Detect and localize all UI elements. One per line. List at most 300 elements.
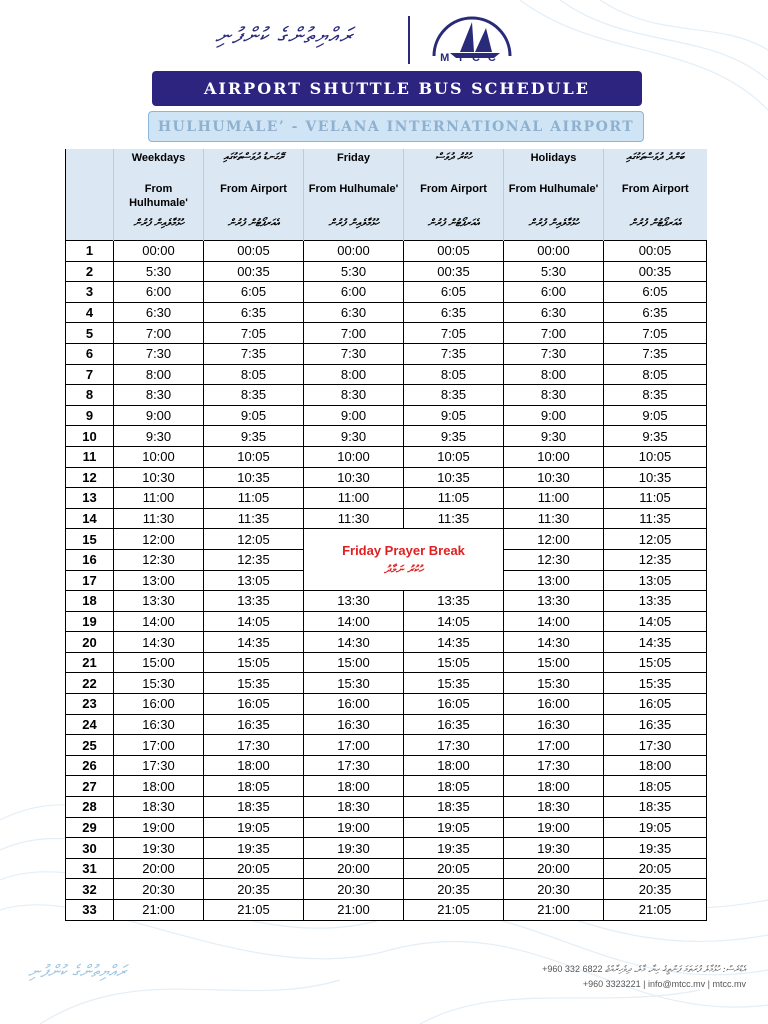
header	[0, 0, 768, 70]
time-cell: 8:05	[204, 364, 304, 385]
time-cell: 7:05	[604, 323, 707, 344]
time-cell: 12:30	[504, 549, 604, 570]
time-cell: 21:05	[204, 900, 304, 921]
time-cell: 7:05	[404, 323, 504, 344]
time-cell: 18:00	[304, 776, 404, 797]
time-cell: 8:00	[114, 364, 204, 385]
table-row	[66, 776, 707, 797]
time-cell: 14:35	[404, 632, 504, 653]
time-cell: 14:05	[204, 611, 304, 632]
time-cell: 16:00	[114, 694, 204, 715]
time-cell: 7:35	[404, 343, 504, 364]
row-number-cell: 12	[66, 467, 114, 488]
time-cell: 14:05	[404, 611, 504, 632]
time-cell: 11:35	[604, 508, 707, 529]
table-row	[66, 302, 707, 323]
footer-address-row	[376, 962, 746, 977]
table-row	[66, 488, 707, 509]
time-cell: 14:35	[604, 632, 707, 653]
time-cell: 16:05	[204, 694, 304, 715]
time-cell: 21:00	[304, 900, 404, 921]
time-cell: 12:05	[204, 529, 304, 550]
time-cell: 13:30	[304, 591, 404, 612]
time-cell: 10:30	[304, 467, 404, 488]
table-row	[66, 508, 707, 529]
time-cell: 18:05	[204, 776, 304, 797]
row-number-cell: 27	[66, 776, 114, 797]
column-header-direction: From Hulhumale'	[508, 183, 599, 195]
time-cell: 18:05	[404, 776, 504, 797]
time-cell: 9:35	[204, 426, 304, 447]
table-row	[66, 261, 707, 282]
time-cell: 18:05	[604, 776, 707, 797]
time-cell: 11:00	[114, 488, 204, 509]
time-cell: 11:30	[114, 508, 204, 529]
time-cell: 13:35	[404, 591, 504, 612]
time-cell: 9:35	[604, 426, 707, 447]
column-header-direction: From Hulhumale'	[129, 183, 188, 209]
time-cell: 6:00	[304, 282, 404, 303]
time-cell: 15:35	[604, 673, 707, 694]
time-cell: 14:30	[304, 632, 404, 653]
time-cell: 9:30	[304, 426, 404, 447]
table-row	[66, 241, 707, 262]
time-cell: 00:00	[304, 241, 404, 262]
time-cell: 7:00	[304, 323, 404, 344]
time-cell: 21:05	[604, 900, 707, 921]
time-cell: 9:35	[404, 426, 504, 447]
time-cell: 16:05	[604, 694, 707, 715]
time-cell: 6:35	[204, 302, 304, 323]
column-header-dhivehi: އެއަރޕޯޓުން ފުރުން	[427, 218, 480, 229]
table-row	[66, 858, 707, 879]
table-row	[66, 755, 707, 776]
time-cell: 10:00	[114, 446, 204, 467]
time-cell: 17:00	[114, 735, 204, 756]
time-cell: 9:05	[404, 405, 504, 426]
friday-prayer-break-label: Friday Prayer Break	[342, 542, 465, 558]
table-row	[66, 323, 707, 344]
time-cell: 9:00	[304, 405, 404, 426]
row-number-cell: 24	[66, 714, 114, 735]
time-cell: 11:30	[304, 508, 404, 529]
footer-contact	[376, 962, 746, 991]
time-cell: 12:30	[114, 549, 204, 570]
time-cell: 19:05	[404, 817, 504, 838]
schedule-table	[65, 149, 707, 921]
time-cell: 8:30	[304, 385, 404, 406]
time-cell: 14:00	[504, 611, 604, 632]
table-row	[66, 900, 707, 921]
time-cell: 11:35	[404, 508, 504, 529]
time-cell: 18:30	[114, 797, 204, 818]
table-header-row	[66, 149, 707, 241]
table-row	[66, 694, 707, 715]
time-cell: 20:30	[114, 879, 204, 900]
time-cell: 12:05	[604, 529, 707, 550]
time-cell: 00:05	[404, 241, 504, 262]
table-row	[66, 797, 707, 818]
time-cell: 19:35	[204, 838, 304, 859]
time-cell: 19:30	[304, 838, 404, 859]
time-cell: 20:35	[404, 879, 504, 900]
row-number-cell: 1	[66, 241, 114, 262]
row-number-cell: 21	[66, 652, 114, 673]
column-header-direction: From Airport	[220, 183, 287, 195]
time-cell: 17:30	[114, 755, 204, 776]
time-cell: 8:30	[114, 385, 204, 406]
time-cell: 14:30	[114, 632, 204, 653]
time-cell: 20:30	[304, 879, 404, 900]
time-cell: 18:35	[204, 797, 304, 818]
time-cell: 11:05	[404, 488, 504, 509]
time-cell: 7:00	[114, 323, 204, 344]
time-cell: 10:00	[304, 446, 404, 467]
row-number-cell: 9	[66, 405, 114, 426]
time-cell: 00:05	[604, 241, 707, 262]
time-cell: 21:00	[114, 900, 204, 921]
time-cell: 10:35	[604, 467, 707, 488]
row-number-cell: 18	[66, 591, 114, 612]
time-cell: 12:00	[114, 529, 204, 550]
time-cell: 15:35	[204, 673, 304, 694]
time-cell: 12:00	[504, 529, 604, 550]
time-cell: 14:30	[504, 632, 604, 653]
time-cell: 20:00	[304, 858, 404, 879]
table-row	[66, 405, 707, 426]
table-row	[66, 714, 707, 735]
footer-contact-row: +960 3323221 | info@mtcc.mv | mtcc.mv	[582, 979, 746, 989]
route-subtitle: HULHUMALE’ - VELANA INTERNATIONAL AIRPORT	[148, 111, 644, 142]
time-cell: 18:00	[404, 755, 504, 776]
time-cell: 18:00	[204, 755, 304, 776]
time-cell: 10:00	[504, 446, 604, 467]
time-cell: 15:35	[404, 673, 504, 694]
time-cell: 9:05	[604, 405, 707, 426]
time-cell: 14:35	[204, 632, 304, 653]
table-row	[66, 467, 707, 488]
time-cell: 18:00	[504, 776, 604, 797]
table-row	[66, 652, 707, 673]
time-cell: 6:35	[604, 302, 707, 323]
table-row	[66, 591, 707, 612]
time-cell: 00:05	[204, 241, 304, 262]
time-cell: 15:30	[304, 673, 404, 694]
row-number-cell: 23	[66, 694, 114, 715]
row-number-cell: 16	[66, 549, 114, 570]
column-header	[604, 149, 707, 241]
column-header-top: ރޭގަނޑު ދުވަސްތަކުގައި	[223, 152, 284, 163]
row-number-cell: 13	[66, 488, 114, 509]
time-cell: 14:00	[304, 611, 404, 632]
time-cell: 18:35	[604, 797, 707, 818]
time-cell: 19:30	[504, 838, 604, 859]
time-cell: 7:35	[204, 343, 304, 364]
time-cell: 6:00	[504, 282, 604, 303]
row-number-cell: 11	[66, 446, 114, 467]
time-cell: 00:00	[114, 241, 204, 262]
column-header-top: ބަންދު ދުވަސްތަކުގައި	[626, 152, 685, 163]
row-number-cell: 4	[66, 302, 114, 323]
time-cell: 20:05	[404, 858, 504, 879]
time-cell: 6:05	[404, 282, 504, 303]
time-cell: 6:30	[504, 302, 604, 323]
row-number-cell: 2	[66, 261, 114, 282]
time-cell: 15:05	[204, 652, 304, 673]
time-cell: 00:35	[404, 261, 504, 282]
row-number-cell: 7	[66, 364, 114, 385]
time-cell: 18:35	[404, 797, 504, 818]
time-cell: 5:30	[304, 261, 404, 282]
time-cell: 17:30	[504, 755, 604, 776]
time-cell: 9:30	[114, 426, 204, 447]
row-number-cell: 8	[66, 385, 114, 406]
time-cell: 11:30	[504, 508, 604, 529]
time-cell: 10:05	[404, 446, 504, 467]
table-row	[66, 735, 707, 756]
time-cell: 11:35	[204, 508, 304, 529]
row-number-cell: 6	[66, 343, 114, 364]
time-cell: 9:00	[504, 405, 604, 426]
time-cell: 19:05	[604, 817, 707, 838]
time-cell: 16:00	[504, 694, 604, 715]
table-row	[66, 364, 707, 385]
friday-prayer-break-dhivehi: ހުކުރު ނަމާދު	[384, 562, 423, 576]
table-row	[66, 838, 707, 859]
time-cell: 20:00	[504, 858, 604, 879]
time-cell: 15:05	[604, 652, 707, 673]
time-cell: 16:35	[204, 714, 304, 735]
row-number-cell: 10	[66, 426, 114, 447]
time-cell: 8:00	[504, 364, 604, 385]
time-cell: 17:30	[304, 755, 404, 776]
time-cell: 15:05	[404, 652, 504, 673]
time-cell: 11:00	[304, 488, 404, 509]
time-cell: 6:00	[114, 282, 204, 303]
row-number-cell: 17	[66, 570, 114, 591]
time-cell: 15:00	[504, 652, 604, 673]
time-cell: 8:35	[204, 385, 304, 406]
time-cell: 17:30	[404, 735, 504, 756]
column-header-top: Weekdays	[131, 152, 186, 164]
time-cell: 5:30	[504, 261, 604, 282]
header-index-cell	[66, 149, 114, 241]
time-cell: 12:35	[604, 549, 707, 570]
time-cell: 7:30	[304, 343, 404, 364]
time-cell: 18:30	[304, 797, 404, 818]
table-row	[66, 817, 707, 838]
row-number-cell: 20	[66, 632, 114, 653]
time-cell: 19:00	[304, 817, 404, 838]
time-cell: 21:00	[504, 900, 604, 921]
row-number-cell: 30	[66, 838, 114, 859]
time-cell: 6:30	[304, 302, 404, 323]
time-cell: 13:05	[204, 570, 304, 591]
time-cell: 6:05	[604, 282, 707, 303]
column-header-dhivehi: ހުޅުމާލެއިން ފުރުން	[528, 218, 579, 229]
time-cell: 18:00	[114, 776, 204, 797]
time-cell: 16:30	[304, 714, 404, 735]
time-cell: 10:05	[204, 446, 304, 467]
time-cell: 6:35	[404, 302, 504, 323]
table-row	[66, 385, 707, 406]
time-cell: 11:00	[504, 488, 604, 509]
column-header	[304, 149, 404, 241]
time-cell: 16:35	[404, 714, 504, 735]
time-cell: 13:00	[504, 570, 604, 591]
time-cell: 7:30	[114, 343, 204, 364]
time-cell: 17:00	[304, 735, 404, 756]
row-number-cell: 28	[66, 797, 114, 818]
row-number-cell: 15	[66, 529, 114, 550]
time-cell: 10:30	[504, 467, 604, 488]
time-cell: 19:00	[504, 817, 604, 838]
column-header-top: ހުކުރު ދުވަސް	[435, 152, 472, 163]
time-cell: 18:00	[604, 755, 707, 776]
time-cell: 10:35	[204, 467, 304, 488]
row-number-cell: 26	[66, 755, 114, 776]
time-cell: 15:00	[114, 652, 204, 673]
time-cell: 16:30	[114, 714, 204, 735]
table-row	[66, 632, 707, 653]
table-row	[66, 446, 707, 467]
column-header-dhivehi: ހުޅުމާލެއިން ފުރުން	[328, 218, 379, 229]
time-cell: 20:00	[114, 858, 204, 879]
time-cell: 16:05	[404, 694, 504, 715]
time-cell: 00:00	[504, 241, 604, 262]
time-cell: 8:35	[604, 385, 707, 406]
time-cell: 15:30	[114, 673, 204, 694]
time-cell: 19:30	[114, 838, 204, 859]
column-header	[204, 149, 304, 241]
row-number-cell: 3	[66, 282, 114, 303]
time-cell: 17:00	[504, 735, 604, 756]
footer-address-dhivehi: އެޑްރެސް: ހުޅުމާލެ ފުރަތަމަ ފަންތީގެ ހިޔާ، މާލެ، ދިވެހިރާއްޖެ	[604, 965, 746, 975]
time-cell: 17:30	[204, 735, 304, 756]
footer-website[interactable]: mtcc.mv	[712, 979, 746, 989]
time-cell: 8:05	[604, 364, 707, 385]
schedule-body	[66, 241, 707, 921]
time-cell: 17:30	[604, 735, 707, 756]
time-cell: 16:00	[304, 694, 404, 715]
time-cell: 15:00	[304, 652, 404, 673]
column-header-direction: From Airport	[621, 183, 689, 195]
time-cell: 10:35	[404, 467, 504, 488]
time-cell: 7:00	[504, 323, 604, 344]
time-cell: 5:30	[114, 261, 204, 282]
time-cell: 16:30	[504, 714, 604, 735]
row-number-cell: 32	[66, 879, 114, 900]
time-cell: 00:35	[604, 261, 707, 282]
time-cell: 20:05	[604, 858, 707, 879]
table-row	[66, 343, 707, 364]
time-cell: 11:05	[604, 488, 707, 509]
time-cell: 13:35	[604, 591, 707, 612]
row-number-cell: 29	[66, 817, 114, 838]
time-cell: 9:30	[504, 426, 604, 447]
page-title: AIRPORT SHUTTLE BUS SCHEDULE	[152, 71, 642, 106]
column-header-direction: From Airport	[420, 183, 487, 195]
column-header-dhivehi: ހުޅުމާލެއިން ފުރުން	[133, 218, 184, 229]
time-cell: 9:05	[204, 405, 304, 426]
time-cell: 9:00	[114, 405, 204, 426]
time-cell: 7:30	[504, 343, 604, 364]
column-header	[504, 149, 604, 241]
row-number-cell: 25	[66, 735, 114, 756]
time-cell: 13:05	[604, 570, 707, 591]
time-cell: 8:30	[504, 385, 604, 406]
time-cell: 7:05	[204, 323, 304, 344]
time-cell: 13:35	[204, 591, 304, 612]
time-cell: 20:35	[604, 879, 707, 900]
time-cell: 13:30	[504, 591, 604, 612]
time-cell: 13:00	[114, 570, 204, 591]
footer-brand-dhivehi: ރައްޔިތުންގެ ކުންފުނި	[28, 962, 127, 982]
time-cell: 13:30	[114, 591, 204, 612]
time-cell: 10:05	[604, 446, 707, 467]
table-row	[66, 282, 707, 303]
time-cell: 00:35	[204, 261, 304, 282]
row-number-cell: 33	[66, 900, 114, 921]
row-number-cell: 31	[66, 858, 114, 879]
table-row	[66, 426, 707, 447]
column-header-dhivehi: އެއަރޕޯޓުން ފުރުން	[629, 218, 682, 229]
column-header	[404, 149, 504, 241]
row-number-cell: 5	[66, 323, 114, 344]
time-cell: 20:35	[204, 879, 304, 900]
row-number-cell: 14	[66, 508, 114, 529]
time-cell: 20:05	[204, 858, 304, 879]
footer-email[interactable]: info@mtcc.mv	[648, 979, 706, 989]
column-header	[114, 149, 204, 241]
time-cell: 8:00	[304, 364, 404, 385]
time-cell: 7:35	[604, 343, 707, 364]
time-cell: 10:30	[114, 467, 204, 488]
time-cell: 19:00	[114, 817, 204, 838]
time-cell: 15:30	[504, 673, 604, 694]
time-cell: 11:05	[204, 488, 304, 509]
time-cell: 6:30	[114, 302, 204, 323]
time-cell: 16:35	[604, 714, 707, 735]
header-divider	[408, 16, 410, 64]
row-number-cell: 19	[66, 611, 114, 632]
logo-text: MTCC	[440, 52, 504, 64]
time-cell: 19:35	[404, 838, 504, 859]
time-cell: 21:05	[404, 900, 504, 921]
time-cell: 8:05	[404, 364, 504, 385]
column-header-top: Holidays	[530, 152, 577, 164]
table-row	[66, 673, 707, 694]
footer-phone-2: +960 3323221	[582, 979, 641, 989]
time-cell: 12:35	[204, 549, 304, 570]
time-cell: 14:00	[114, 611, 204, 632]
time-cell: 19:35	[604, 838, 707, 859]
time-cell: 20:30	[504, 879, 604, 900]
time-cell: 6:05	[204, 282, 304, 303]
friday-prayer-break-cell	[304, 529, 504, 591]
time-cell: 19:05	[204, 817, 304, 838]
footer-phone: +960 332 6822	[542, 964, 603, 974]
table-row	[66, 879, 707, 900]
time-cell: 14:05	[604, 611, 707, 632]
brand-dhivehi-text: ރައްޔިތުންގެ ކުންފުނި	[215, 24, 354, 49]
column-header-top: Friday	[336, 152, 370, 164]
table-row	[66, 611, 707, 632]
column-header-direction: From Hulhumale'	[308, 183, 399, 195]
time-cell: 8:35	[404, 385, 504, 406]
time-cell: 18:30	[504, 797, 604, 818]
table-row	[66, 529, 707, 550]
